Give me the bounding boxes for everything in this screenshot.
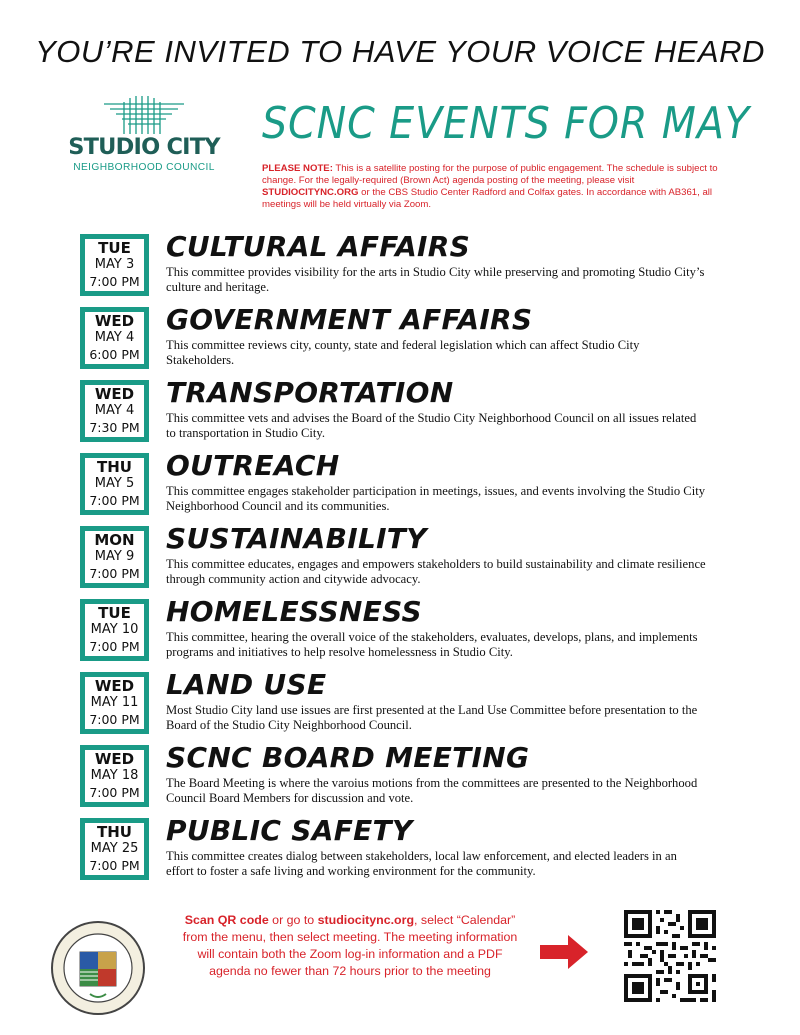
city-seal-icon (50, 920, 146, 1016)
headline: YOU’RE INVITED TO HAVE YOUR VOICE HEARD (35, 34, 765, 69)
event-date: MAY 18 (90, 768, 139, 783)
event-title: SCNC BOARD MEETING (166, 741, 530, 774)
event-day: WED (94, 385, 135, 403)
logo-skyline-icon (100, 96, 188, 136)
event-date: MAY 5 (94, 476, 135, 491)
event-date: MAY 11 (90, 695, 139, 710)
logo-name: STUDIO CITY (68, 134, 220, 160)
event-time: 7:00 PM (89, 639, 140, 654)
event-description: This committee vets and advises the Board of the Studio City Neighborhood Council on all issues related to transportation in Studio City. (166, 411, 697, 440)
date-box (80, 672, 149, 734)
event-date: MAY 4 (94, 330, 135, 345)
event-title: OUTREACH (166, 449, 340, 482)
event-day: WED (94, 750, 135, 768)
event-description: This committee engages stakeholder participation in meetings, issues, and events involving the Studio City Neighborhood Council and its communities. (166, 484, 705, 513)
event-title: LAND USE (166, 668, 327, 701)
footer-site-link[interactable]: studiocitync.org (317, 913, 415, 927)
event-time: 7:00 PM (89, 712, 140, 727)
event-public-safety (80, 814, 720, 880)
event-time: 7:00 PM (89, 274, 140, 289)
studio-city-logo (58, 96, 230, 188)
footer-text-1: or go to (268, 913, 318, 927)
event-time: 7:00 PM (89, 493, 140, 508)
event-homelessness (80, 595, 720, 661)
event-outreach (80, 449, 720, 515)
event-sustainability (80, 522, 720, 588)
date-box (80, 234, 149, 296)
event-description: This committee, hearing the overall voice of the stakeholders, evaluates, develops, plans, and implements programs and initiatives to help resolve homelessness in Studio City. (166, 630, 698, 659)
footer-instructions (180, 912, 520, 980)
event-day: WED (94, 677, 135, 695)
event-time: 7:00 PM (89, 858, 140, 873)
event-title: PUBLIC SAFETY (166, 814, 413, 847)
note-text-1: This is a satellite posting for the purpose of public engagement. The schedule is subject to change. For the legally-required (Brown Act) agenda posting of the meeting, please visit (262, 163, 718, 186)
event-day: MON (94, 531, 135, 549)
logo-subtitle: NEIGHBORHOOD COUNCIL (73, 162, 215, 173)
event-time: 6:00 PM (89, 347, 140, 362)
date-box (80, 745, 149, 807)
date-box (80, 453, 149, 515)
event-date: MAY 25 (90, 841, 139, 856)
event-day: THU (97, 823, 132, 841)
event-time: 7:30 PM (89, 420, 140, 435)
event-day: TUE (98, 604, 131, 622)
right-arrow-icon (540, 935, 588, 969)
event-day: THU (97, 458, 132, 476)
event-description: Most Studio City land use issues are first presented at the Land Use Committee before presentation to the Board of the Studio City Neighborhood Council. (166, 703, 698, 732)
date-box (80, 380, 149, 442)
event-day: WED (94, 312, 135, 330)
event-board-meeting (80, 741, 720, 807)
event-land-use (80, 668, 720, 734)
date-box (80, 526, 149, 588)
event-title: GOVERNMENT AFFAIRS (166, 303, 533, 336)
event-date: MAY 10 (90, 622, 139, 637)
event-date: MAY 4 (94, 403, 135, 418)
event-description: This committee creates dialog between stakeholders, local law enforcement, and elected leaders in an effort to foster a safe living and working environment for the community. (166, 849, 677, 878)
events-title: SCNC EVENTS FOR MAY (262, 98, 750, 149)
footer-text-2: , select “Calendar” from the menu, then select meeting. The meeting information will contain both the Zoom log-in information and a PDF agenda no fewer than 72 hours prior to the meeting (182, 913, 518, 978)
footer-bold-scan: Scan QR code (184, 913, 269, 927)
date-box (80, 307, 149, 369)
event-government-affairs (80, 303, 720, 369)
event-description: The Board Meeting is where the varoius motions from the committees are presented to the Neighborhood Council Board Members for discussion and vote. (166, 776, 698, 805)
event-description: This committee educates, engages and empowers stakeholders to build sustainability and climate resilience through community action and citywide advocacy. (166, 557, 706, 586)
event-title: TRANSPORTATION (166, 376, 454, 409)
note-label: PLEASE NOTE: (262, 163, 333, 174)
date-box (80, 818, 149, 880)
event-date: MAY 9 (94, 549, 135, 564)
note-site-link[interactable]: STUDIOCITYNC.ORG (262, 187, 359, 198)
event-title: CULTURAL AFFAIRS (166, 230, 471, 263)
event-time: 7:00 PM (89, 566, 140, 581)
please-note (262, 163, 732, 211)
event-transportation (80, 376, 720, 442)
event-title: SUSTAINABILITY (166, 522, 427, 555)
event-date: MAY 3 (94, 257, 135, 272)
event-time: 7:00 PM (89, 785, 140, 800)
event-day: TUE (98, 239, 131, 257)
qr-code-icon[interactable] (624, 910, 716, 1002)
city-seal (50, 920, 146, 1016)
note-text-2: or the CBS Studio Center Radford and Colfax gates. In accordance with AB361, all meetings will be held virtually via Zoom. (262, 187, 713, 210)
date-box (80, 599, 149, 661)
event-description: This committee provides visibility for the arts in Studio City while preserving and promoting Studio City’s culture and heritage. (166, 265, 705, 294)
event-cultural-affairs (80, 230, 720, 296)
event-description: This committee reviews city, county, state and federal legislation which can affect Studio City Stakeholders. (166, 338, 640, 367)
event-title: HOMELESSNESS (166, 595, 423, 628)
